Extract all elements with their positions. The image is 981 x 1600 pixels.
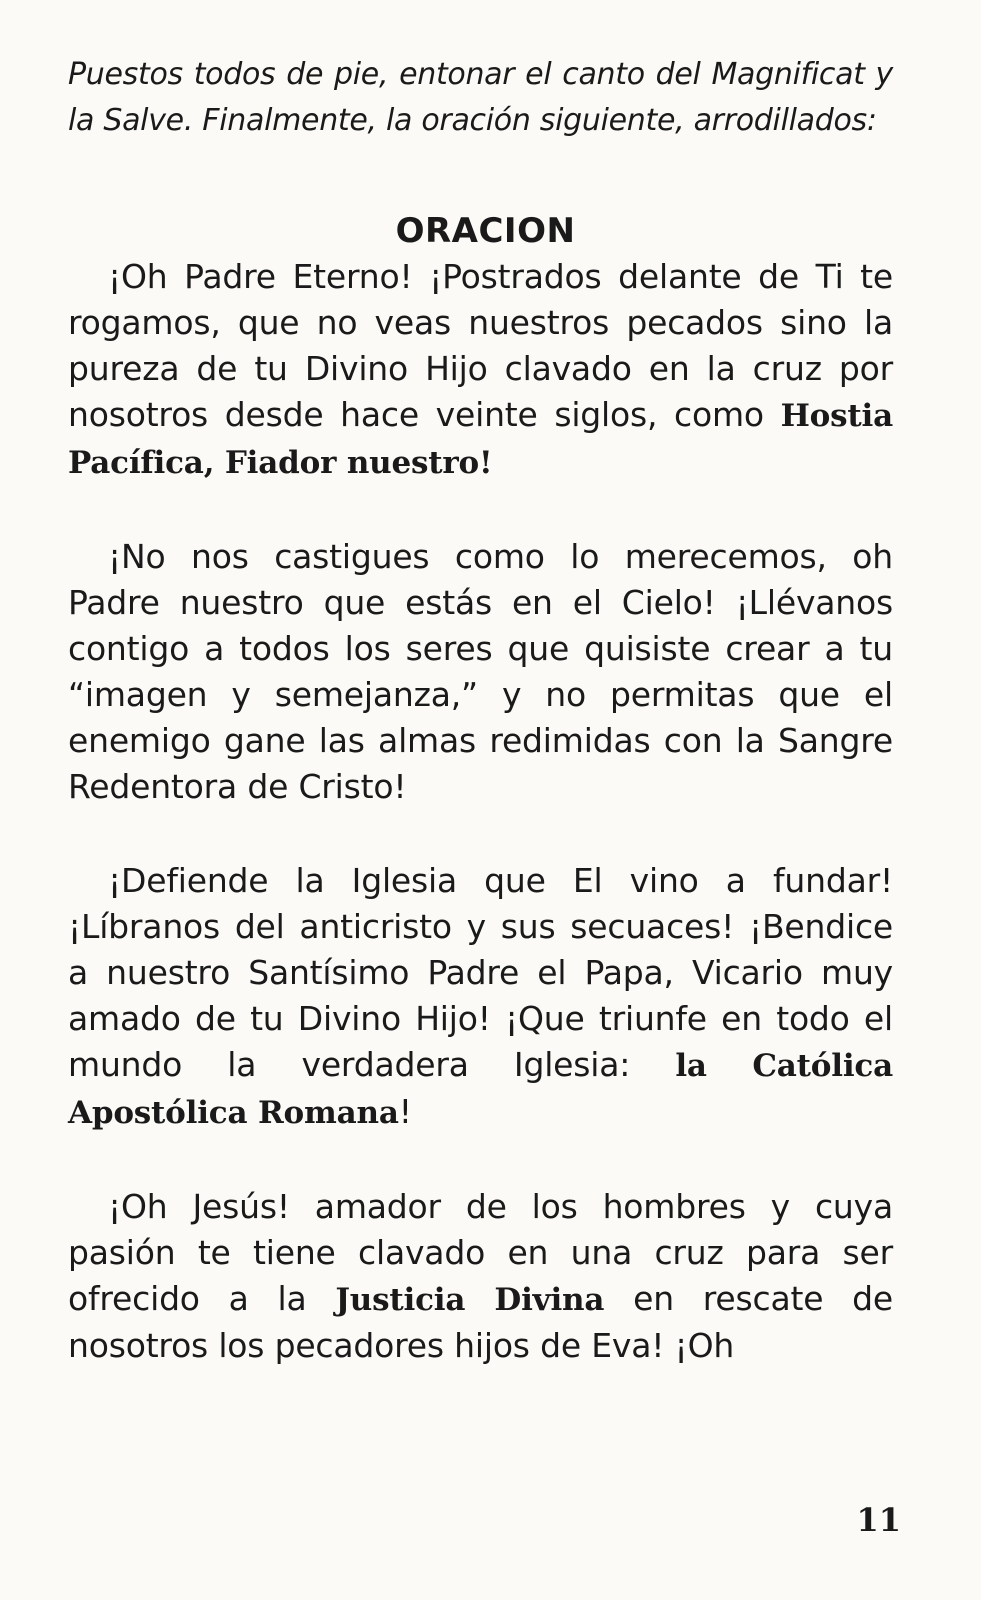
- emphasis-text: la Católica Apostólica Romana: [68, 1048, 893, 1131]
- paragraph-text: ¡Oh Jesús! amador de los hombres y cuya pasión te tiene clavado en una cruz para ser ofrecido a la: [68, 1187, 893, 1318]
- page-number: 11: [856, 1501, 901, 1539]
- prayer-paragraph-1: [68, 254, 893, 486]
- rubric-instruction: Puestos todos de pie, entonar el canto del Magnificat y la Salve. Finalmente, la oración siguiente, arrodillados:: [68, 57, 893, 138]
- prayer-paragraph-2: [68, 534, 893, 810]
- paragraph-text: en rescate de nosotros los pecadores hijos de Eva! ¡Oh: [68, 1279, 894, 1365]
- prayer-paragraph-4: [68, 1184, 893, 1369]
- paragraph-text: ¡Oh Padre Eterno! ¡Postrados delante de Ti te rogamos, que no veas nuestros pecados sino la pureza de tu Divino Hijo clavado en la cruz por nosotros desde hace veinte siglos, como: [68, 257, 893, 434]
- paragraph-text: ¡No nos castigues como lo merecemos, oh Padre nuestro que estás en el Cielo! ¡Llévanos contigo a todos los seres que quisiste crear a tu “imagen y semejanza,” y no permitas que el enemigo gane las almas redimidas con la Sangre Redentora de Cristo!: [68, 537, 893, 806]
- paragraph-text: !: [398, 1092, 412, 1131]
- emphasis-text: Hostia Pacífica, Fiador nuestro!: [68, 398, 893, 481]
- emphasis-text: Justicia Divina: [335, 1282, 605, 1318]
- prayer-paragraph-3: [68, 858, 893, 1136]
- paragraph-text: ¡Defiende la Iglesia que El vino a fundar! ¡Líbranos del anticristo y sus secuaces! ¡Bendice a nuestro Santísimo Padre el Papa, Vicario muy amado de tu Divino Hijo! ¡Que triunfe en todo el mundo la verdadera Iglesia:: [68, 861, 893, 1084]
- prayer-heading: ORACION: [395, 211, 576, 251]
